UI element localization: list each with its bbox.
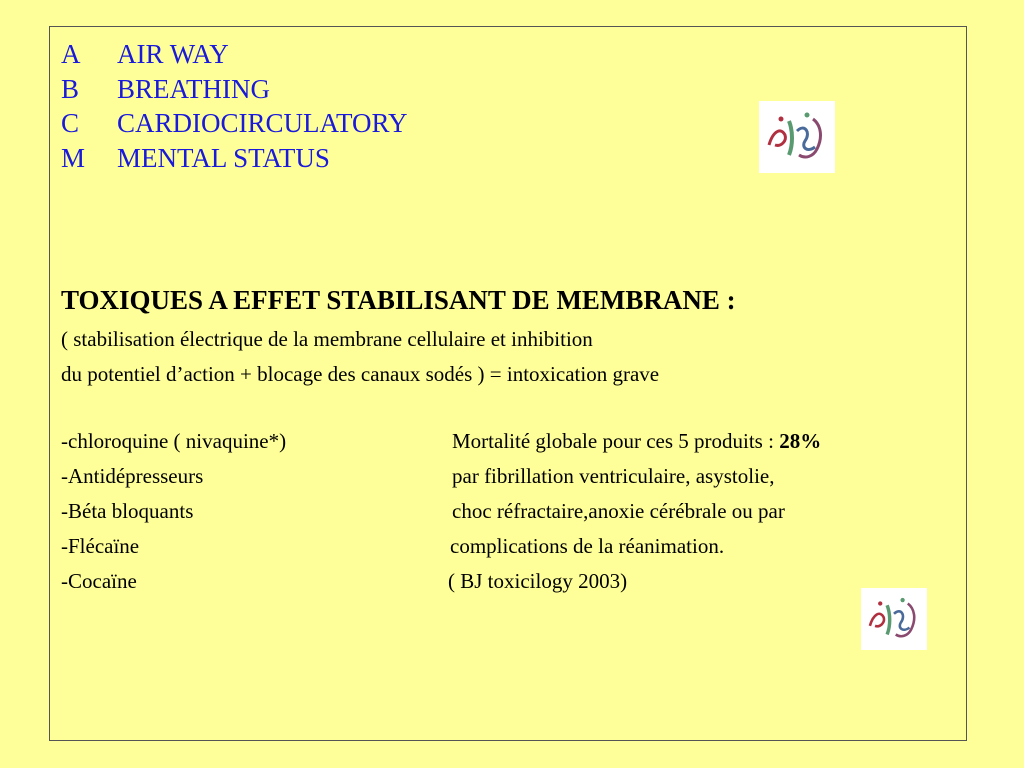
reference-citation: ( BJ toxicilogy 2003) [448,569,628,593]
toxic-item: -Béta bloquants [61,499,194,523]
abc-text: CARDIOCIRCULATORY [117,108,408,138]
description-line: du potentiel d’action + blocage des canaux sodés ) = intoxication grave [61,362,660,386]
abc-text: MENTAL STATUS [117,142,330,173]
notes-line: par fibrillation ventriculaire, asystolie, [452,464,775,488]
abc-text: BREATHING [117,73,270,104]
abc-letter: C [61,108,80,138]
toxic-item: -Antidépresseurs [61,464,204,488]
abc-letter: A [61,39,81,69]
abc-text: AIR WAY [117,39,229,69]
toxic-list [61,424,286,599]
notes-line: complications de la réanimation. [450,534,725,558]
abc-list [61,37,408,175]
description-line: ( stabilisation électrique de la membrane cellulaire et inhibition [61,327,593,351]
notes-line: choc réfractaire,anoxie cérébrale ou par [452,499,785,523]
calligraphy-logo-icon [759,101,835,173]
mortality-notes [448,424,821,599]
toxic-item: -Cocaïne [61,569,137,593]
calligraphy-logo-icon [861,588,927,650]
mortality-line [448,424,821,459]
toxic-item: -Flécaïne [61,534,140,558]
abc-letter: B [61,73,80,104]
mortality-label: Mortalité globale pour ces 5 produits : [452,429,780,453]
mortality-value: 28% [779,429,822,453]
section-title: TOXIQUES A EFFET STABILISANT DE MEMBRANE : [61,285,736,315]
abc-item-c [61,106,408,141]
toxic-item: -chloroquine ( nivaquine*) [61,429,287,453]
section-description [61,322,659,392]
abc-item-a [61,37,408,72]
abc-letter: M [61,142,86,173]
abc-item-m [61,141,408,176]
abc-item-b [61,72,408,107]
